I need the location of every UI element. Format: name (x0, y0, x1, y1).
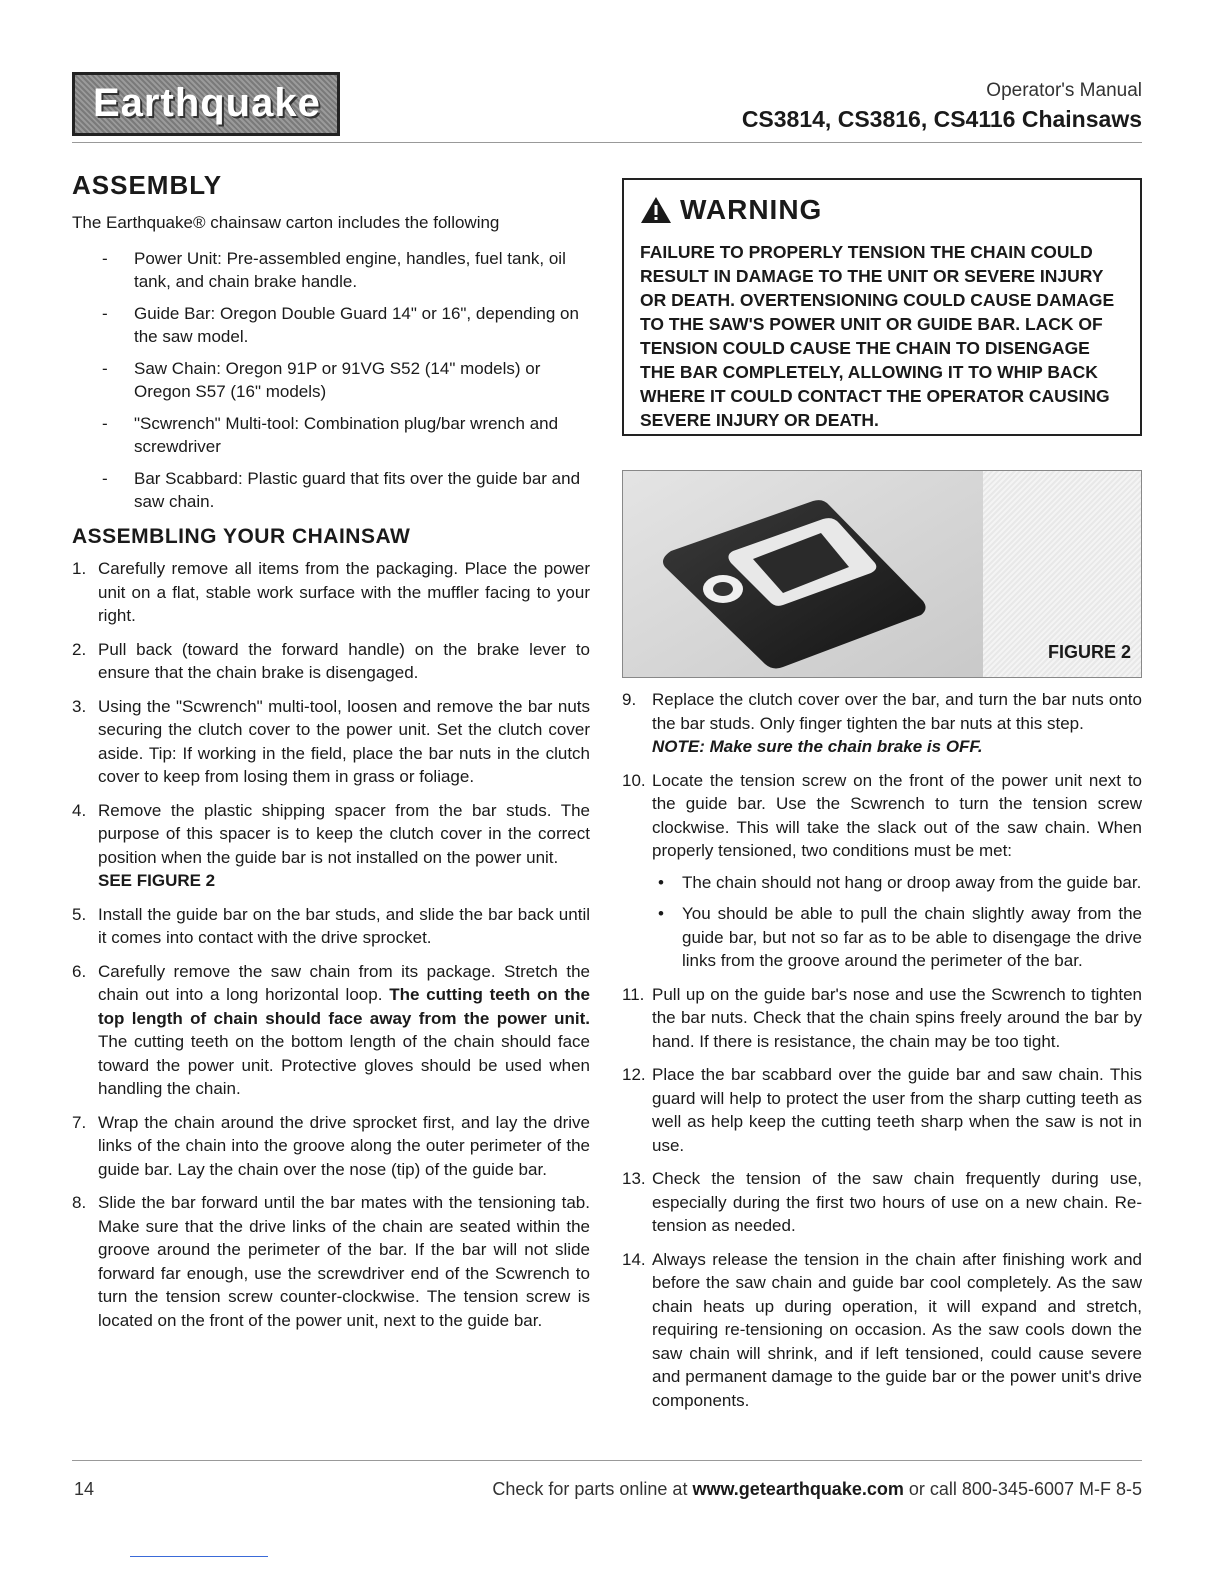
warning-title: WARNING (680, 194, 823, 225)
step-number: 4. (72, 800, 87, 820)
step-note: NOTE: Make sure the chain brake is OFF. (652, 737, 983, 756)
step-number: 11. (622, 984, 645, 1004)
decorative-line (130, 1556, 268, 1557)
step-number: 9. (622, 690, 637, 709)
assembly-steps-continued (622, 688, 1142, 1412)
manual-subtitle: Operator's Manual (986, 80, 1142, 101)
brand-logo (72, 72, 340, 136)
step-text: Carefully remove all items from the packaging. Place the power unit on a flat, stable work surface with the muffler facing to your right. (98, 559, 590, 625)
warning-triangle-icon (640, 196, 672, 224)
step-item (72, 695, 590, 789)
list-item: - Bar Scabbard: Plastic guard that fits over the guide bar and saw chain. (72, 467, 590, 513)
step-item (72, 557, 590, 628)
step-text: Wrap the chain around the drive sprocket first, and lay the drive links of the chain into the groove along the outer perimeter of the guide bar. Lay the chain over the nose (tip) of the guide bar. (98, 1112, 590, 1179)
list-item: - Power Unit: Pre-assembled engine, handles, fuel tank, oil tank, and chain brake handle. (72, 247, 590, 293)
step-item (622, 1167, 1142, 1238)
list-item: - Guide Bar: Oregon Double Guard 14" or 16", depending on the saw model. (72, 302, 590, 348)
step-number: 1. (72, 559, 87, 578)
step-text-continued: The cutting teeth on the bottom length of the chain should face toward the power unit. Protective gloves should be used when handling the chain. (98, 1032, 590, 1098)
step-number: 13. (622, 1169, 646, 1188)
list-item: • You should be able to pull the chain slightly away from the guide bar, but not so far as to be able to disengage the drive links from the groove around the perimeter of the bar. (652, 902, 1142, 973)
left-column (72, 170, 590, 1342)
step-text: Replace the clutch cover over the bar, and turn the bar nuts onto the bar studs. Only finger tighten the bar nuts at this step. (652, 690, 1142, 733)
step-text: Carefully remove the saw chain from its package. Stretch the chain out into a long horizontal loop. (98, 961, 590, 1004)
step-text: Locate the tension screw on the front of the power unit next to the guide bar. Use the Scwrench to turn the tension screw clockwise. This will take the slack out of the saw chain. When properly tensioned, two conditions must be met: (652, 770, 1142, 860)
step-item (72, 1111, 590, 1182)
step-text: Slide the bar forward until the bar mates with the tensioning tab. Make sure that the drive links of the chain are seated within the groove around the perimeter of the bar. If the bar will not slide forward far enough, use the screwdriver end of the Scwrench to turn the tension screw counter-clockwise. The tension screw is located on the front of the power unit, next to the guide bar. (98, 1193, 590, 1330)
step-text: Pull up on the guide bar's nose and use the Scwrench to tighten the bar nuts. Check that the chain spins freely around the bar by hand. If there is resistance, the chain may be too tight. (652, 984, 1142, 1051)
figure-2 (622, 470, 1142, 678)
step-number: 8. (72, 1193, 87, 1212)
step-item (622, 1063, 1142, 1157)
step-number: 7. (72, 1112, 87, 1132)
step-item (72, 1191, 590, 1332)
step-item (622, 769, 1142, 973)
step-item (72, 960, 590, 1101)
footer-contact (492, 1479, 1142, 1500)
step-emphasis: The cutting teeth on the top length of chain should face away from the power unit. (98, 985, 590, 1028)
step-number: 12. (622, 1065, 646, 1084)
step-item (622, 688, 1142, 759)
step-number: 10. (622, 770, 646, 790)
footer-pre-text: Check for parts online at (492, 1479, 688, 1499)
assembly-heading: ASSEMBLY (72, 170, 223, 200)
step-text: Install the guide bar on the bar studs, and slide the bar back until it comes into contact with the drive sprocket. (98, 904, 590, 947)
step-item (72, 638, 590, 685)
step-text: Place the bar scabbard over the guide bar and saw chain. This guard will help to protect the user from the sharp cutting teeth as well as help keep the cutting teeth sharp when the saw is not in use. (652, 1065, 1142, 1155)
step-item (72, 799, 590, 893)
manual-title: CS3814, CS3816, CS4116 Chainsaws (741, 106, 1142, 132)
footer-divider (72, 1460, 1142, 1461)
header-divider (72, 142, 1142, 143)
figure-reference: SEE FIGURE 2 (98, 871, 216, 890)
assembly-intro: The Earthquake® chainsaw carton includes the following (72, 213, 500, 232)
list-item: - Saw Chain: Oregon 91P or 91VG S52 (14" models) or Oregon S57 (16" models) (72, 357, 590, 403)
right-column (622, 688, 1142, 1422)
step-item (72, 903, 590, 950)
step-text: Remove the plastic shipping spacer from the bar studs. The purpose of this spacer is to keep the clutch cover in the correct position when the guide bar is not installed on the power unit. (98, 800, 590, 867)
step-text: Using the "Scwrench" multi-tool, loosen and remove the bar nuts securing the clutch cover to the power unit. Set the clutch cover aside. Tip: If working in the field, place the bar nuts in the clutch cover to keep from losing them in grass or foliage. (98, 696, 590, 786)
step-text: Check the tension of the saw chain frequently during use, especially during the first two hours of use on a new chain. Re-tension as needed. (652, 1169, 1142, 1235)
list-item: • The chain should not hang or droop away from the guide bar. (652, 871, 1142, 895)
warning-header (640, 194, 1124, 226)
logo-text: Earthquake (93, 81, 321, 125)
assembling-heading: ASSEMBLING YOUR CHAINSAW (72, 525, 411, 548)
step-number: 2. (72, 639, 87, 659)
step-item (622, 1248, 1142, 1413)
step-item (622, 983, 1142, 1054)
warning-box (622, 178, 1142, 436)
step-number: 5. (72, 904, 87, 924)
warning-text: FAILURE TO PROPERLY TENSION THE CHAIN COULD RESULT IN DAMAGE TO THE UNIT OR SEVERE INJURY OR DEATH. OVERTENSIONING COULD CAUSE DAMAGE TO THE SAW'S POWER UNIT OR GUIDE BAR. LACK OF TENSION COULD CAUSE THE CHAIN TO DISENGAGE THE BAR COMPLETELY, ALLOWING IT TO WHIP BACK WHERE IT COULD CONTACT THE OPERATOR CAUSING SEVERE INJURY OR DEATH. (640, 242, 1115, 430)
step-number: 14. (622, 1249, 646, 1269)
figure-caption: FIGURE 2 (1047, 642, 1131, 662)
carton-contents-list (72, 247, 590, 513)
shipping-spacer-image (623, 471, 983, 677)
tension-conditions-list (652, 871, 1142, 973)
step-text: Always release the tension in the chain after finishing work and before the saw chain and guide bar cool completely. As the saw chain heats up during operation, it will expand and stretch, requiring re-tensioning on occasion. As the saw cools down the saw chain will shrink, and if left tensioned, could cause severe and permanent damage to the guide bar or the power unit's drive components. (652, 1249, 1142, 1410)
website-link[interactable]: www.getearthquake.com (692, 1479, 904, 1499)
step-number: 3. (72, 696, 87, 716)
footer-post-text: or call 800-345-6007 M-F 8-5 (908, 1479, 1142, 1499)
step-number: 6. (72, 961, 87, 981)
assembly-steps (72, 557, 590, 1332)
list-item: - "Scwrench" Multi-tool: Combination plug/bar wrench and screwdriver (72, 412, 590, 458)
step-text: Pull back (toward the forward handle) on the brake lever to ensure that the chain brake is disengaged. (98, 639, 590, 682)
page-number: 14 (74, 1479, 95, 1499)
